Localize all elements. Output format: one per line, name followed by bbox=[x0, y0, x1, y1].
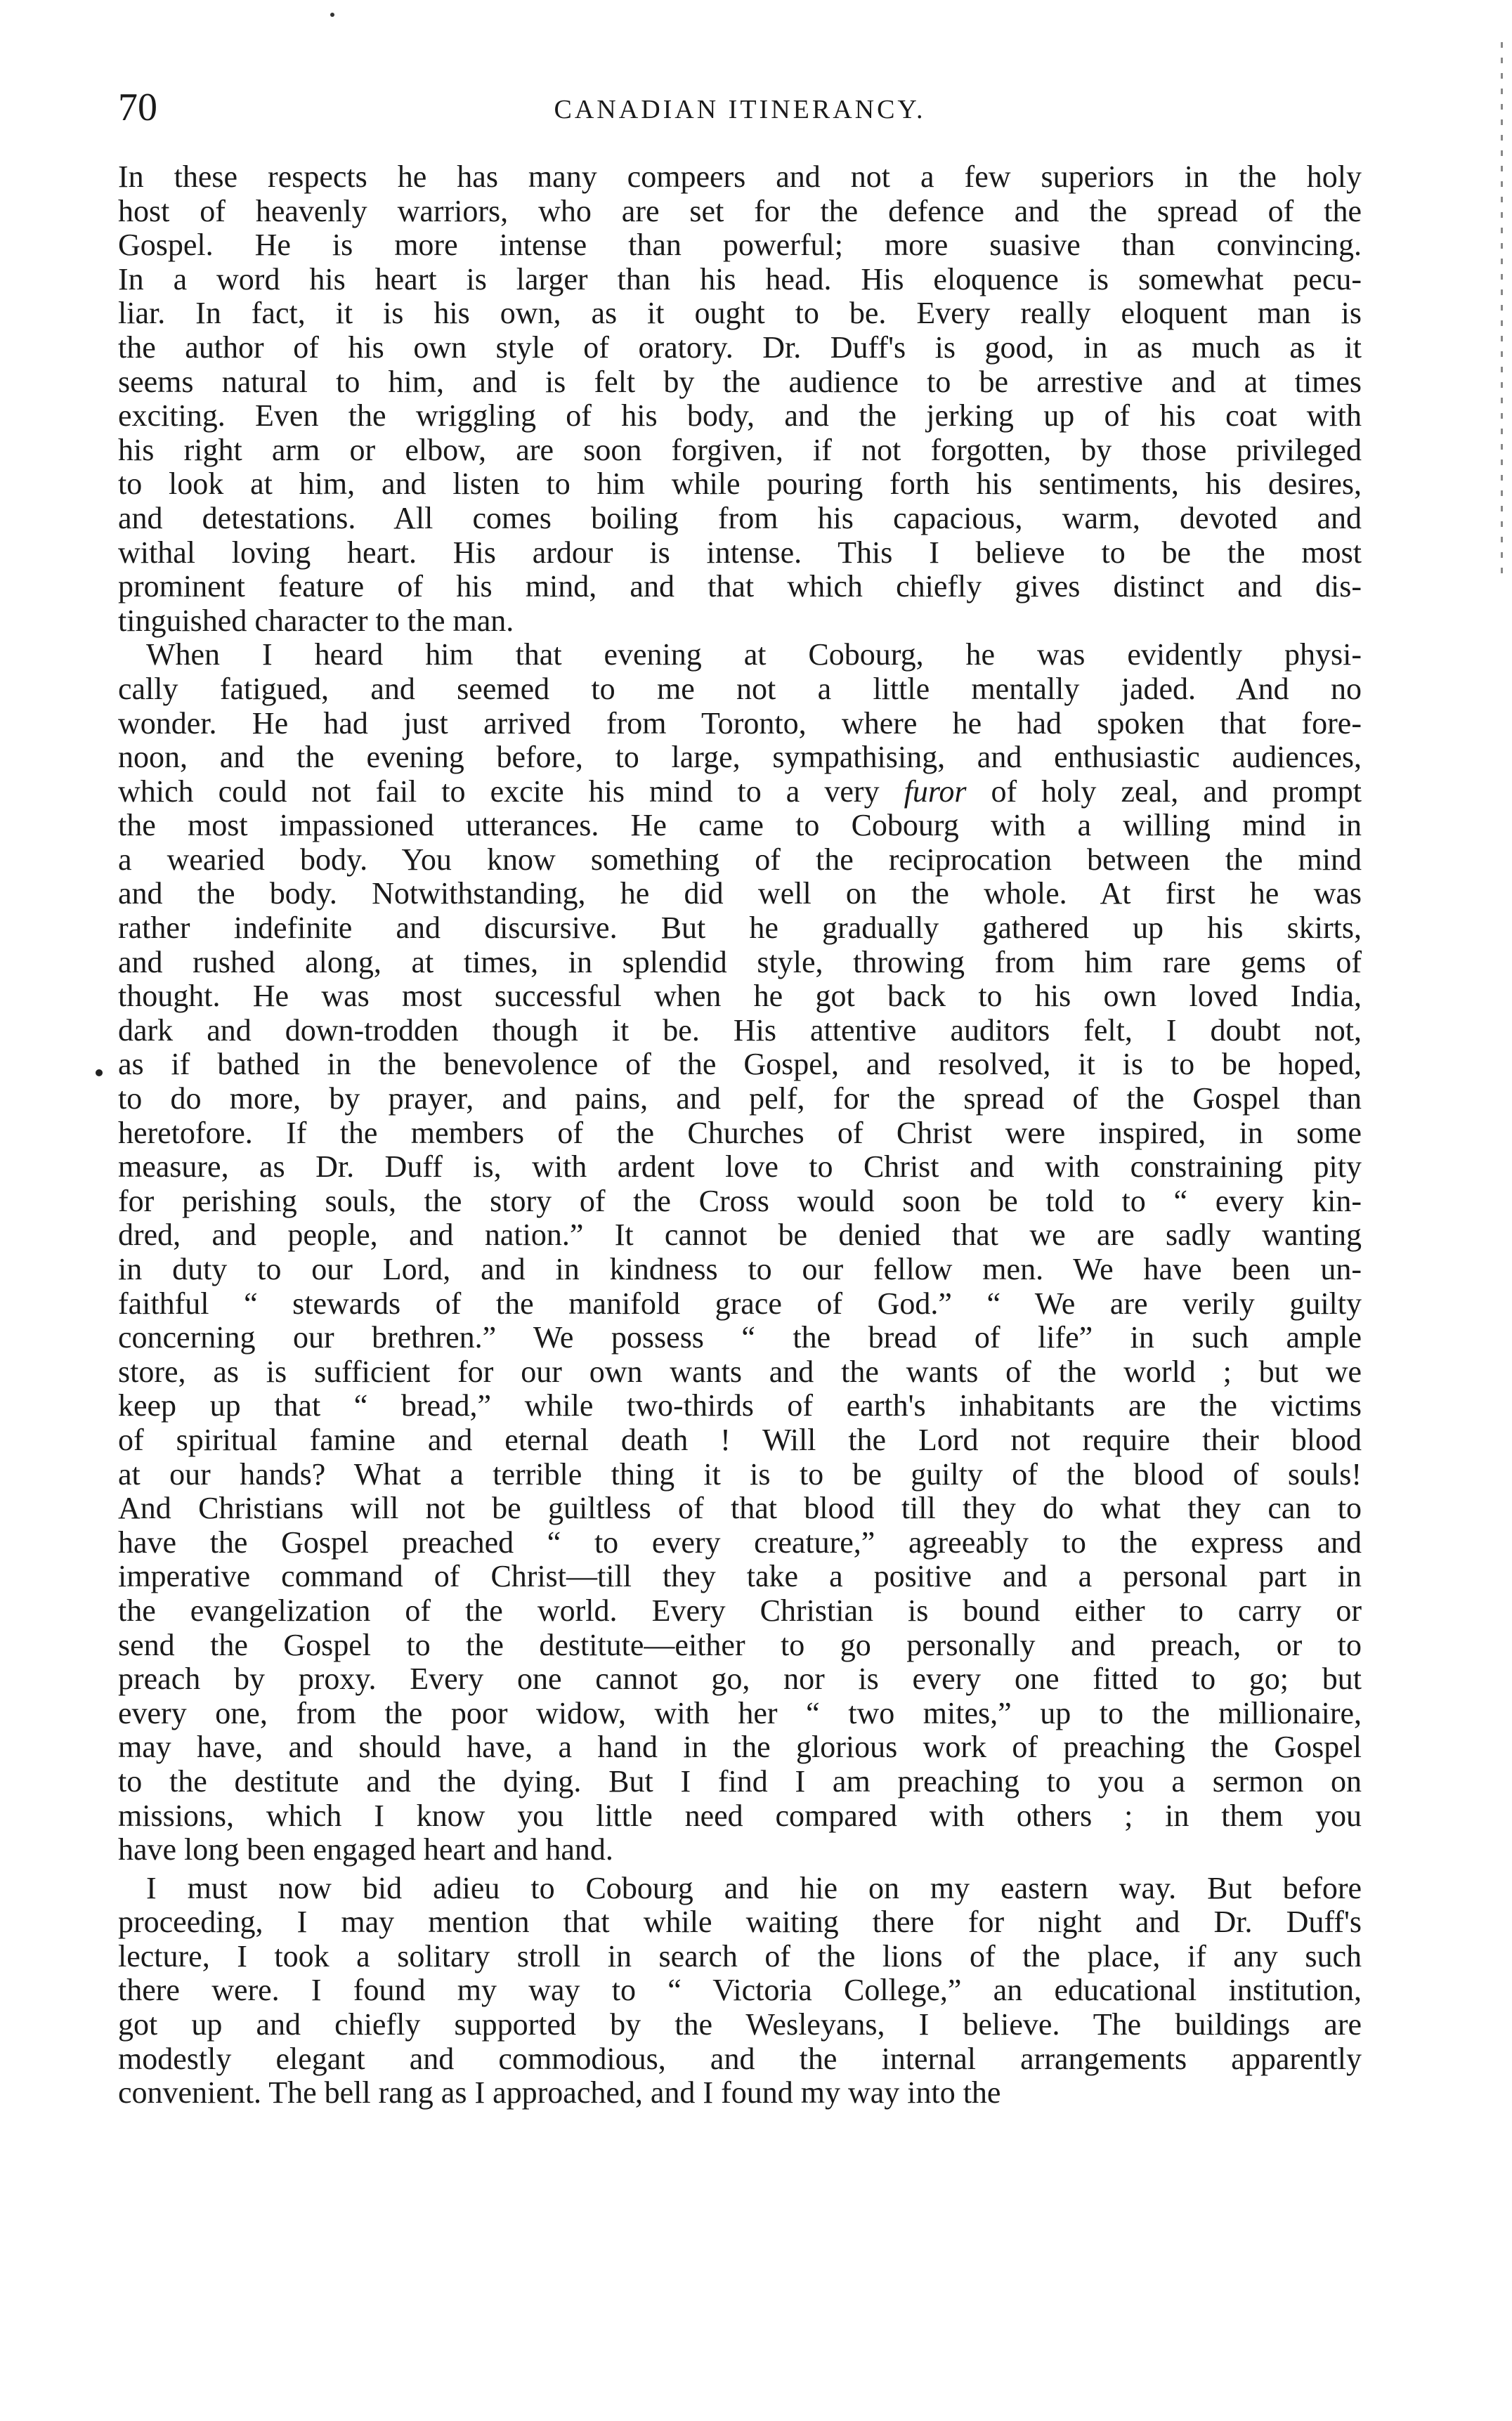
text-line: faithful “ stewards of the manifold grace of God.” “ We are verily guilty bbox=[118, 1286, 1362, 1321]
text-line: to the destitute and the dying. But I find I am preaching to you a sermon on bbox=[118, 1763, 1362, 1799]
text-line: which could not fail to excite his mind to a very furor of holy zeal, and prompt bbox=[118, 774, 1362, 809]
text-line: dred, and people, and nation.” It cannot be denied that we are sadly wanting bbox=[118, 1218, 1362, 1253]
body-text bbox=[118, 160, 1362, 2110]
page-edge-marks bbox=[1501, 42, 1503, 576]
text-line: got up and chiefly supported by the Wesleyans, I believe. The buildings are bbox=[118, 2007, 1362, 2042]
text-line: noon, and the evening before, to large, sympathising, and enthusiastic audiences, bbox=[118, 740, 1362, 775]
text-line: measure, as Dr. Duff is, with ardent love to Christ and with constraining pity bbox=[118, 1149, 1362, 1185]
text-line: rather indefinite and discursive. But he gradually gathered up his skirts, bbox=[118, 911, 1362, 946]
text-line: tinguished character to the man. bbox=[118, 603, 514, 638]
paragraph bbox=[118, 160, 1362, 638]
text-line: modestly elegant and commodious, and the internal arrangements apparently bbox=[118, 2041, 1362, 2076]
text-line: every one, from the poor widow, with her “ two mites,” up to the millionaire, bbox=[118, 1695, 1362, 1730]
paragraph bbox=[118, 638, 1362, 1867]
paragraph bbox=[118, 1872, 1362, 2110]
text-line: cally fatigued, and seemed to me not a little mentally jaded. And no bbox=[118, 671, 1362, 706]
text-line: preach by proxy. Every one cannot go, nor is every one fitted to go; but bbox=[118, 1662, 1362, 1697]
text-line: withal loving heart. His ardour is intense. This I believe to be the most bbox=[118, 535, 1362, 570]
text-line: imperative command of Christ—till they take a positive and a personal part in bbox=[118, 1559, 1362, 1594]
text-line: and detestations. All comes boiling from his capacious, warm, devoted and bbox=[118, 500, 1362, 535]
text-line: there were. I found my way to “ Victoria College,” an educational institution, bbox=[118, 1973, 1362, 2008]
text-line: dark and down-trodden though it be. His attentive auditors felt, I doubt not, bbox=[118, 1012, 1362, 1048]
text-line: Gospel. He is more intense than powerful; more suasive than convincing. bbox=[118, 228, 1362, 263]
text-line: may have, and should have, a hand in the glorious work of preaching the Gospel bbox=[118, 1730, 1362, 1765]
text-line: the most impassioned utterances. He came to Cobourg with a willing mind in bbox=[118, 808, 1362, 843]
text-line: exciting. Even the wriggling of his body, and the jerking up of his coat with bbox=[118, 398, 1362, 433]
text-line: lecture, I took a solitary stroll in search of the lions of the place, if any such bbox=[118, 1938, 1362, 1973]
text-line: his right arm or elbow, are soon forgiven, if not forgotten, by those privileged bbox=[118, 432, 1362, 467]
running-title: CANADIAN ITINERANCY. bbox=[554, 95, 926, 124]
text-line: the author of his own style of oratory. Dr. Duff's is good, in as much as it bbox=[118, 329, 1362, 365]
text-line: wonder. He had just arrived from Toronto, where he had spoken that fore- bbox=[118, 705, 1362, 740]
text-line: have the Gospel preached “ to every creature,” agreeably to the express and bbox=[118, 1525, 1362, 1560]
ink-speck bbox=[330, 13, 334, 17]
text-line: thought. He was most successful when he got back to his own loved India, bbox=[118, 979, 1362, 1014]
text-line: In a word his heart is larger than his head. His eloquence is somewhat pecu- bbox=[118, 261, 1362, 296]
text-line: convenient. The bell rang as I approached, and I found my way into the bbox=[118, 2075, 1001, 2110]
text-line: missions, which I know you little need compared with others ; in them you bbox=[118, 1798, 1362, 1833]
page-number: 70 bbox=[118, 86, 157, 129]
text-line: and the body. Notwithstanding, he did well on the whole. At first he was bbox=[118, 876, 1362, 911]
margin-mark bbox=[96, 1069, 103, 1076]
text-line: concerning our brethren.” We possess “ the bread of life” in such ample bbox=[118, 1320, 1362, 1355]
text-line: the evangelization of the world. Every Christian is bound either to carry or bbox=[118, 1593, 1362, 1628]
text-line: prominent feature of his mind, and that which chiefly gives distinct and dis- bbox=[118, 569, 1362, 604]
text-line: send the Gospel to the destitute—either to go personally and preach, or to bbox=[118, 1627, 1362, 1662]
text-line: proceeding, I may mention that while waiting there for night and Dr. Duff's bbox=[118, 1905, 1362, 1940]
text-line: I must now bid adieu to Cobourg and hie on my eastern way. But before bbox=[146, 1870, 1362, 1905]
text-line: keep up that “ bread,” while two-thirds of earth's inhabitants are the victims bbox=[118, 1388, 1362, 1423]
text-line: of spiritual famine and eternal death ! Will the Lord not require their blood bbox=[118, 1422, 1362, 1457]
text-line: at our hands? What a terrible thing it is to be guilty of the blood of souls! bbox=[118, 1456, 1362, 1492]
text-line: a wearied body. You know something of the reciprocation between the mind bbox=[118, 842, 1362, 877]
text-line: as if bathed in the benevolence of the Gospel, and resolved, it is to be hoped, bbox=[118, 1047, 1362, 1082]
text-line: to look at him, and listen to him while pouring forth his sentiments, his desires, bbox=[118, 466, 1362, 502]
text-line: to do more, by prayer, and pains, and pelf, for the spread of the Gospel than bbox=[118, 1081, 1362, 1116]
text-line: and rushed along, at times, in splendid style, throwing from him rare gems of bbox=[118, 944, 1362, 979]
text-line: heretofore. If the members of the Churches of Christ were inspired, in some bbox=[118, 1115, 1362, 1150]
text-line: for perishing souls, the story of the Cross would soon be told to “ every kin- bbox=[118, 1183, 1362, 1218]
text-line: in duty to our Lord, and in kindness to our fellow men. We have been un- bbox=[118, 1252, 1362, 1286]
text-line: have long been engaged heart and hand. bbox=[118, 1832, 613, 1867]
text-line: seems natural to him, and is felt by the audience to be arrestive and at times bbox=[118, 364, 1362, 399]
text-line: store, as is sufficient for our own wants and the wants of the world ; but we bbox=[118, 1354, 1362, 1389]
text-line: When I heard him that evening at Cobourg, he was evidently physi- bbox=[146, 637, 1362, 672]
text-line: And Christians will not be guiltless of that blood till they do what they can to bbox=[118, 1491, 1362, 1526]
text-line: host of heavenly warriors, who are set for the defence and the spread of the bbox=[118, 193, 1362, 228]
page-header bbox=[118, 83, 1362, 132]
text-line: liar. In fact, it is his own, as it ought to be. Every really eloquent man is bbox=[118, 296, 1362, 331]
text-line: In these respects he has many compeers and not a few superiors in the holy bbox=[118, 159, 1362, 194]
